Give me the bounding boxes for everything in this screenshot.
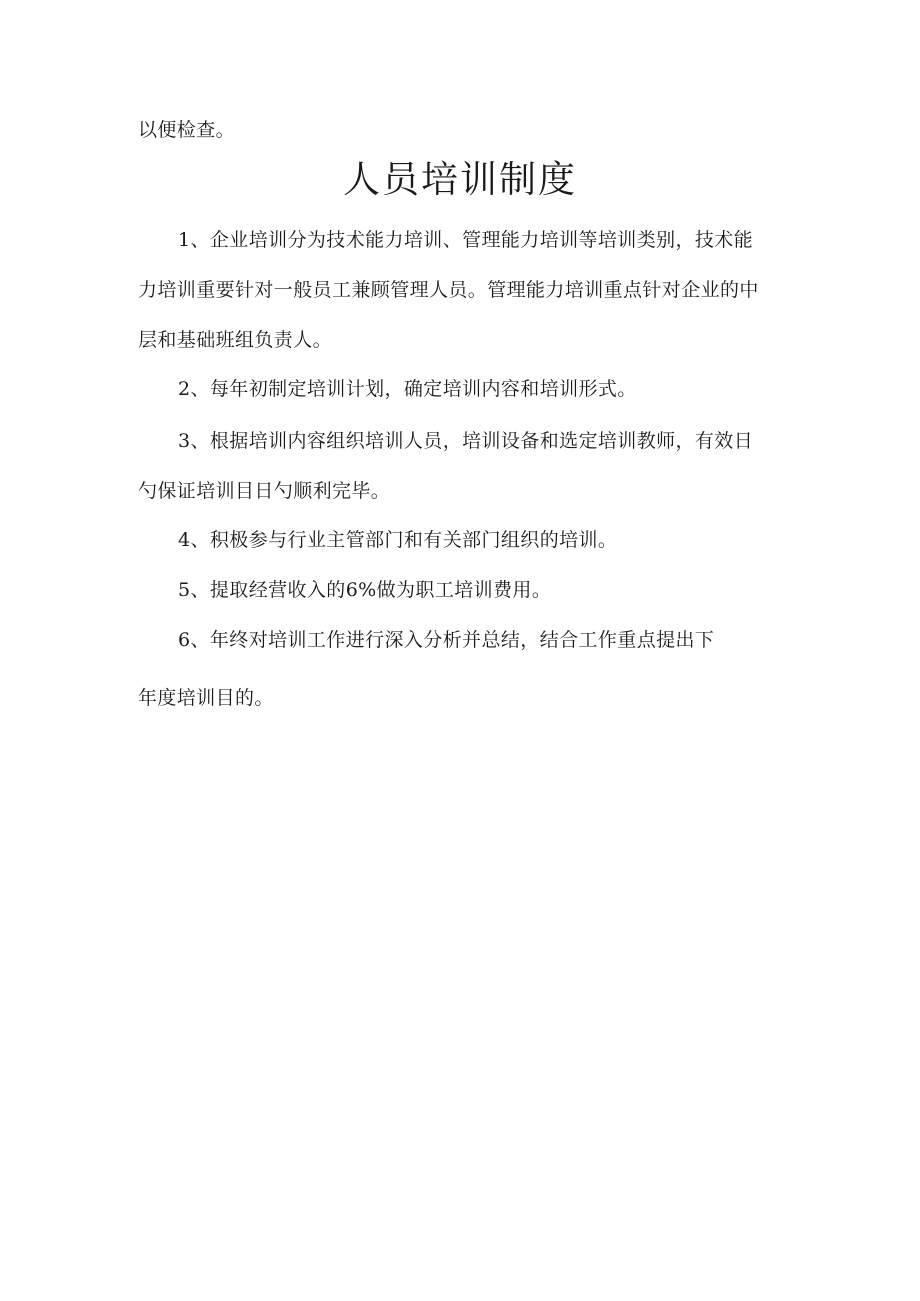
item-1-line-3: 层和基础班组负责人。 — [138, 329, 333, 351]
item-2-line-1: 2、每年初制定培训计划，确定培训内容和培训形式。 — [178, 378, 637, 400]
item-1-line-2: 力培训重要针对一般员工兼顾管理人员。管理能力培训重点针对企业的中 — [138, 279, 759, 301]
document-title: 人员培训制度 — [343, 158, 577, 201]
item-6-line-1: 6、年终对培训工作进行深入分析并总结，结合工作重点提出下 — [178, 629, 715, 651]
item-3-line-2: 勺保证培训目日勺顺利完毕。 — [138, 480, 391, 502]
preceding-text-line: 以便检查。 — [138, 119, 236, 141]
item-1-line-1: 1、企业培训分为技术能力培训、管理能力培训等培训类别，技术能 — [178, 229, 754, 251]
item-5-line-1: 5、提取经营收入的6%做为职工培训费用。 — [178, 579, 552, 601]
item-4-line-1: 4、积极参与行业主管部门和有关部门组织的培训。 — [178, 529, 618, 551]
item-6-line-2: 年度培训目的。 — [138, 687, 274, 709]
item-3-line-1: 3、根据培训内容组织培训人员，培训设备和选定培训教师，有效日 — [178, 430, 754, 452]
